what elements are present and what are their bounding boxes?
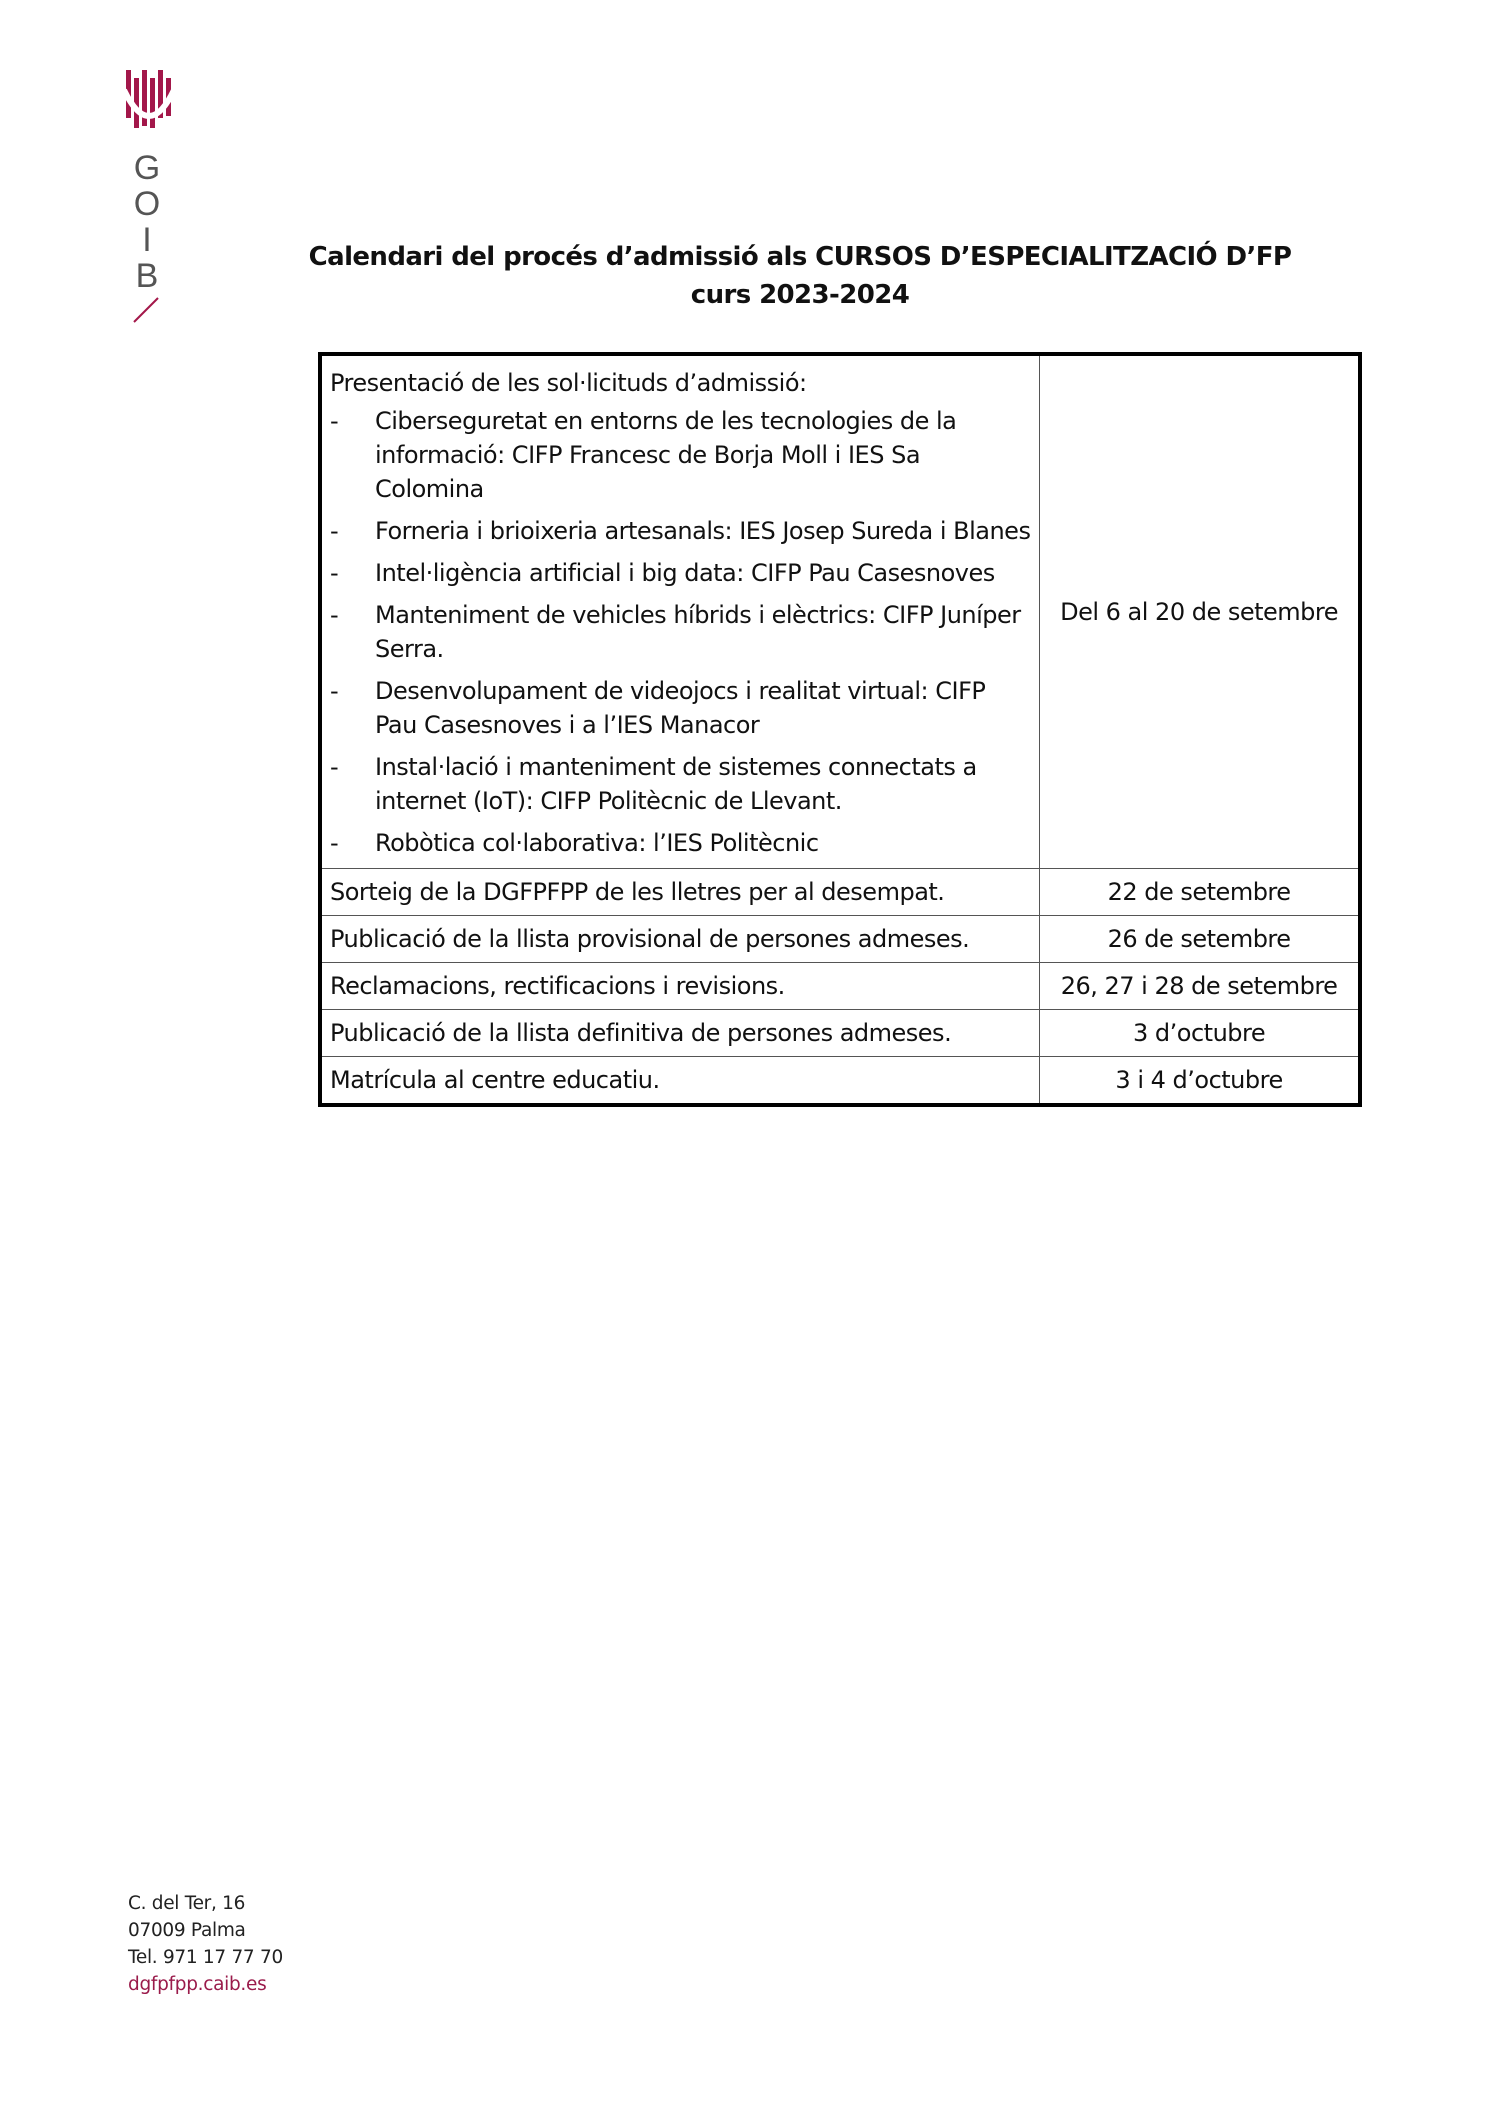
logo-letter-g: G bbox=[133, 149, 161, 187]
date-cell: 26 de setembre bbox=[1040, 916, 1360, 963]
list-item-text: Intel·ligència artificial i big data: CIFP Pau Casesnoves bbox=[375, 559, 995, 587]
course-list bbox=[330, 404, 1031, 860]
title-line-2: curs 2023-2024 bbox=[690, 280, 910, 310]
bullet-dash: - bbox=[330, 517, 339, 545]
table-row bbox=[320, 916, 1360, 963]
list-item bbox=[330, 750, 1031, 818]
activity-cell: Reclamacions, rectificacions i revisions. bbox=[320, 963, 1040, 1010]
list-item bbox=[330, 598, 1031, 666]
logo-letter-o: O bbox=[133, 185, 161, 223]
title-line-1: Calendari del procés d’admissió als CURSOS D’ESPECIALITZACIÓ D’FP bbox=[308, 242, 1292, 272]
list-item bbox=[330, 556, 1031, 590]
bullet-dash: - bbox=[330, 407, 339, 435]
list-item-text: Manteniment de vehicles híbrids i elèctrics: CIFP Juníper Serra. bbox=[375, 601, 1021, 663]
activity-cell: Matrícula al centre educatiu. bbox=[320, 1057, 1040, 1106]
activity-cell: Publicació de la llista provisional de persones admeses. bbox=[320, 916, 1040, 963]
date-cell: 3 i 4 d’octubre bbox=[1040, 1057, 1360, 1106]
goib-logo-icon bbox=[124, 70, 174, 134]
list-item bbox=[330, 404, 1031, 506]
bullet-dash: - bbox=[330, 601, 339, 629]
list-item bbox=[330, 674, 1031, 742]
activity-intro: Presentació de les sol·licituds d’admissió: bbox=[330, 369, 807, 397]
admission-calendar-table bbox=[318, 352, 1362, 1107]
activity-cell: Sorteig de la DGFPFPP de les lletres per al desempat. bbox=[320, 869, 1040, 916]
footer-website-link[interactable]: dgfpfpp.caib.es bbox=[128, 1974, 267, 1995]
table-row bbox=[320, 869, 1360, 916]
list-item-text: Ciberseguretat en entorns de les tecnologies de la informació: CIFP Francesc de Borja Moll i IES Sa Colomina bbox=[375, 407, 957, 503]
bullet-dash: - bbox=[330, 829, 339, 857]
footer-phone: Tel. 971 17 77 70 bbox=[128, 1947, 283, 1968]
table-row bbox=[320, 1057, 1360, 1106]
document-title bbox=[300, 238, 1300, 314]
date-cell: 22 de setembre bbox=[1040, 869, 1360, 916]
date-cell: Del 6 al 20 de setembre bbox=[1040, 354, 1360, 869]
table-row bbox=[320, 1010, 1360, 1057]
list-item bbox=[330, 826, 1031, 860]
list-item-text: Robòtica col·laborativa: l’IES Politècnic bbox=[375, 829, 819, 857]
bullet-dash: - bbox=[330, 677, 339, 705]
date-cell: 3 d’octubre bbox=[1040, 1010, 1360, 1057]
list-item-text: Desenvolupament de videojocs i realitat virtual: CIFP Pau Casesnoves i a l’IES Manacor bbox=[375, 677, 986, 739]
logo-letter-b: B bbox=[135, 257, 159, 295]
footer-address: C. del Ter, 16 bbox=[128, 1893, 246, 1914]
activity-cell bbox=[320, 354, 1040, 869]
list-item-text: Instal·lació i manteniment de sistemes connectats a internet (IoT): CIFP Politècnic de Llevant. bbox=[375, 753, 977, 815]
bullet-dash: - bbox=[330, 559, 339, 587]
logo-slash-icon bbox=[132, 296, 162, 324]
date-cell: 26, 27 i 28 de setembre bbox=[1040, 963, 1360, 1010]
table-row bbox=[320, 963, 1360, 1010]
table-row bbox=[320, 354, 1360, 869]
footer-city: 07009 Palma bbox=[128, 1920, 246, 1941]
bullet-dash: - bbox=[330, 753, 339, 781]
footer-contact bbox=[128, 1890, 283, 1998]
goib-logo-letters bbox=[130, 150, 164, 294]
logo-letter-i: I bbox=[142, 221, 152, 259]
list-item-text: Forneria i brioixeria artesanals: IES Josep Sureda i Blanes bbox=[375, 517, 1031, 545]
list-item bbox=[330, 514, 1031, 548]
activity-cell: Publicació de la llista definitiva de persones admeses. bbox=[320, 1010, 1040, 1057]
